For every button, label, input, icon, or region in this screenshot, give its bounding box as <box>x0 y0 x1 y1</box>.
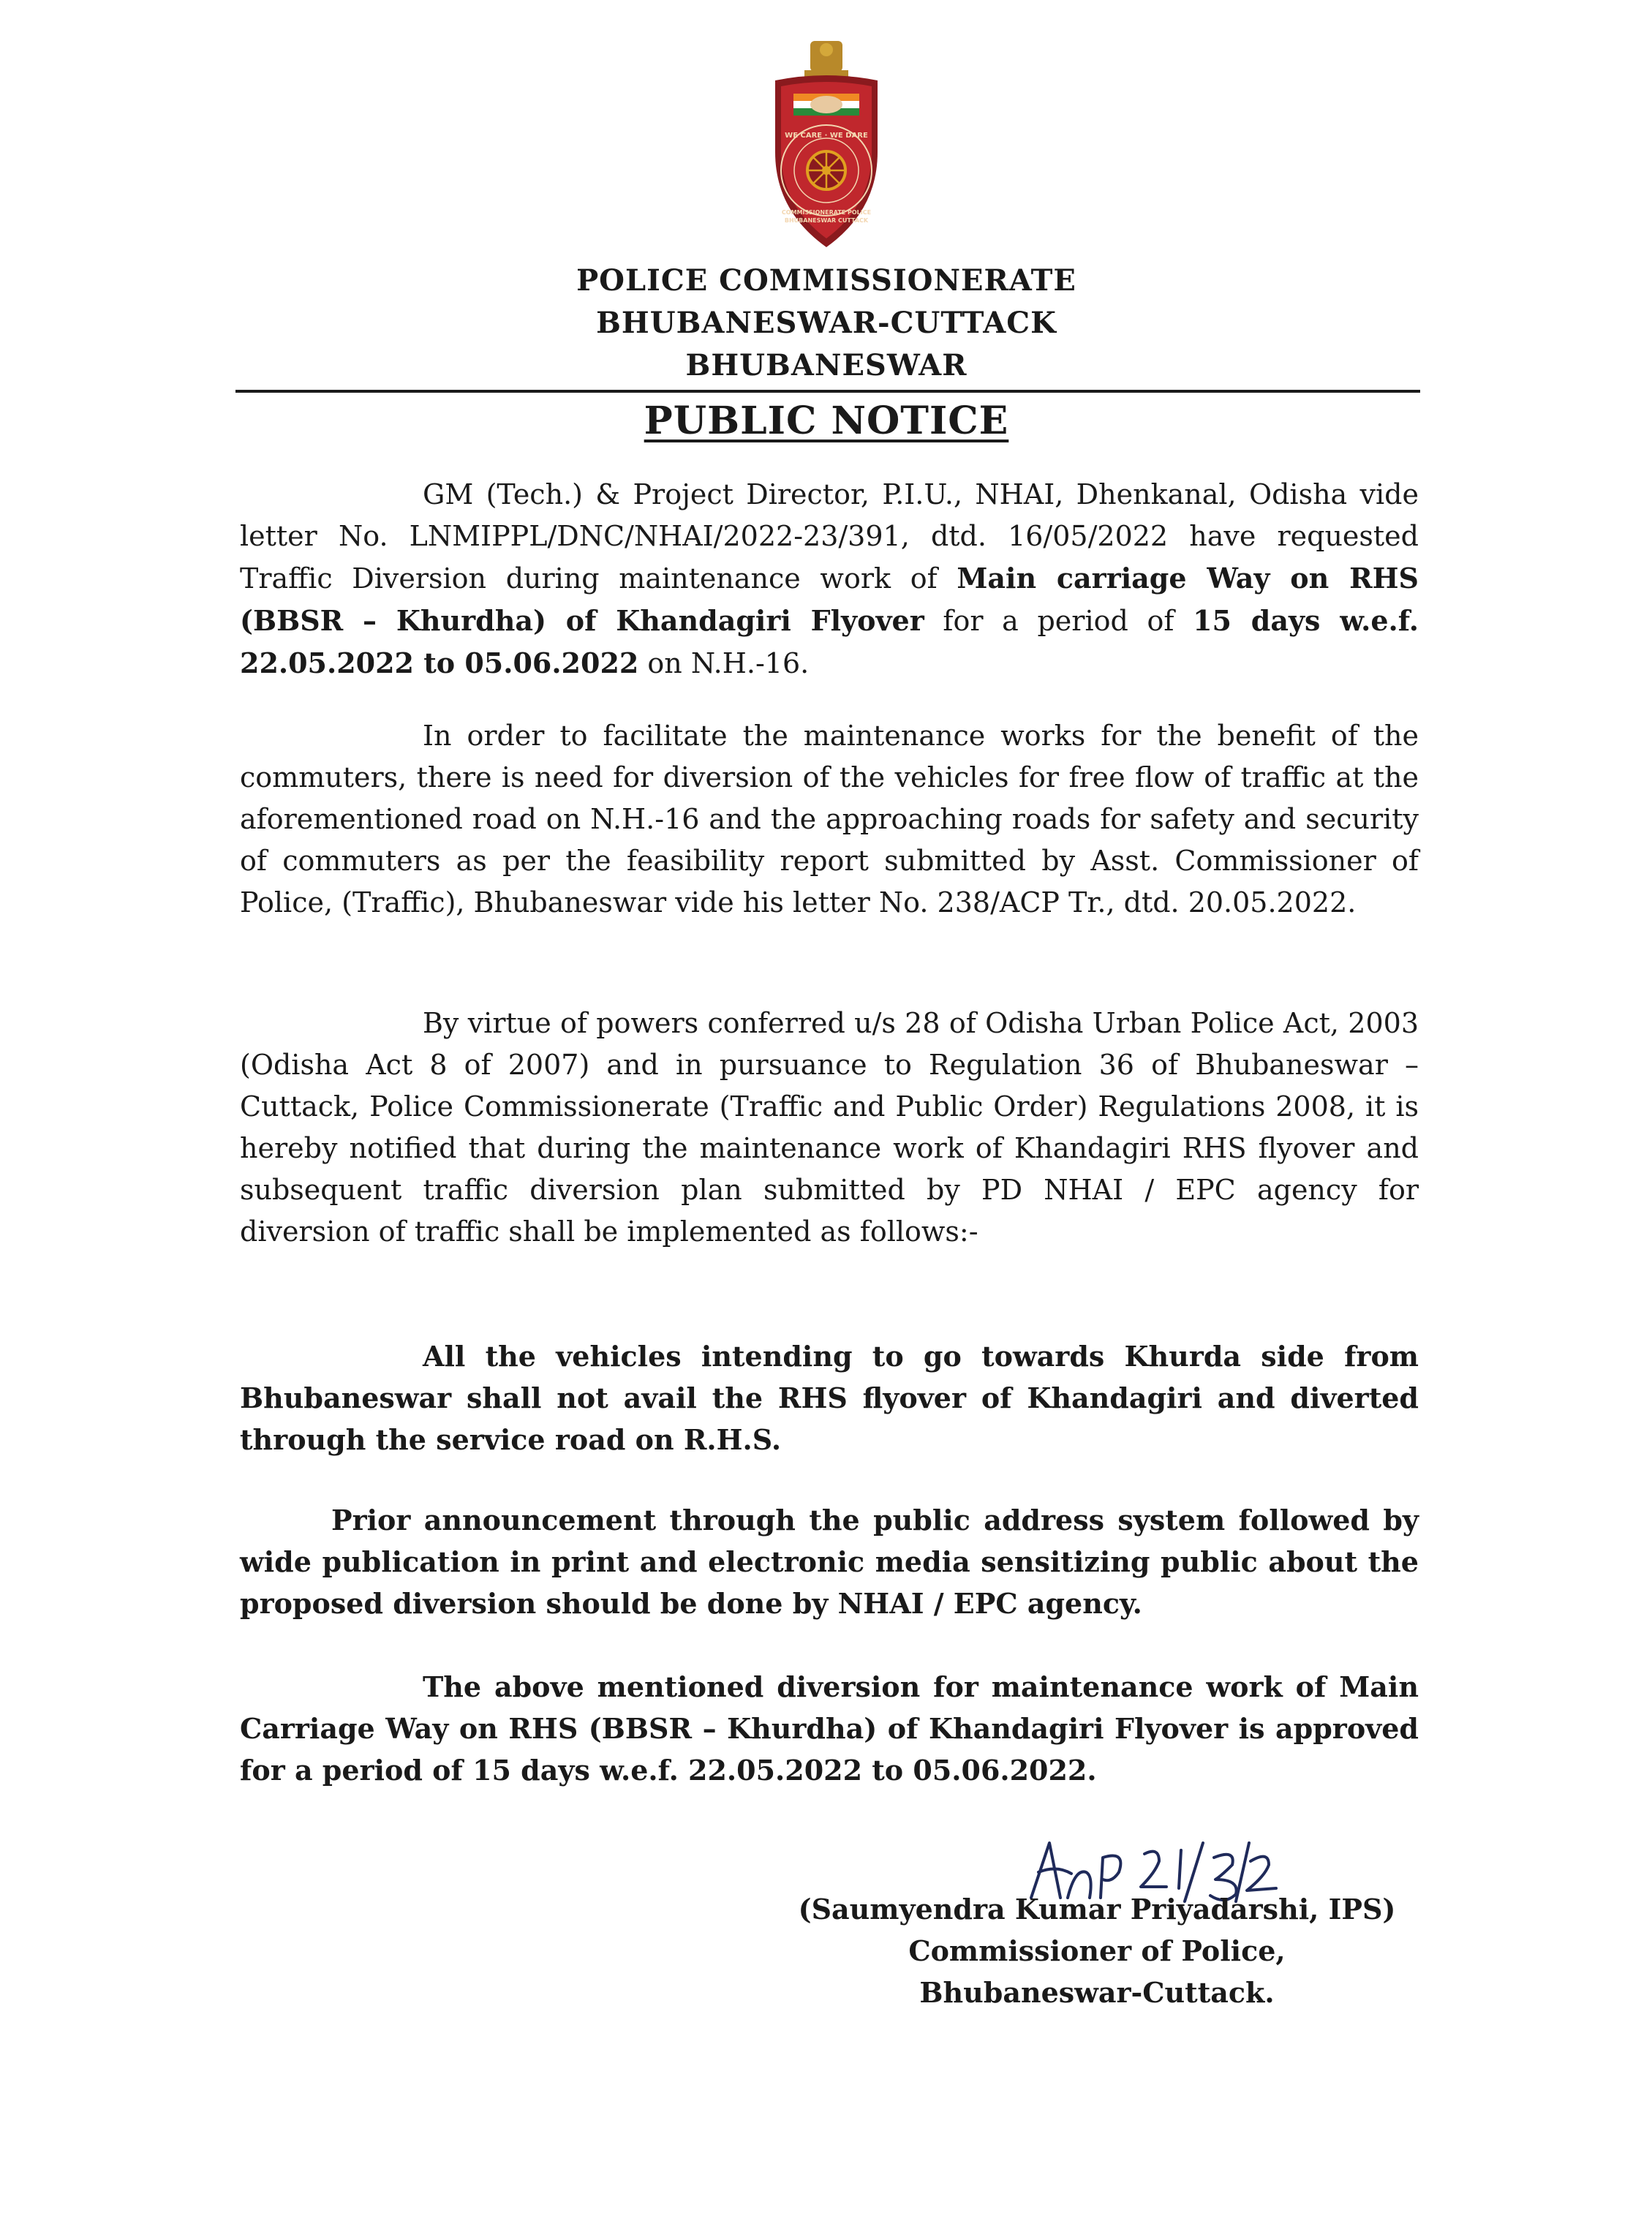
signatory-block <box>775 1888 1419 2013</box>
header-line-2: BHUBANESWAR-CUTTACK <box>596 306 1057 340</box>
para1-text-2: for a period of <box>924 605 1193 637</box>
svg-text:WE CARE · WE DARE: WE CARE · WE DARE <box>785 132 868 140</box>
paragraph-request <box>240 474 1419 685</box>
header-line-1: POLICE COMMISSIONERATE <box>576 263 1076 298</box>
paragraph-approval: The above mentioned diversion for maintenance work of Main Carriage Way on RHS (BBSR – Khurdha) of Khandagiri Flyover is approved for a period of 15 days w.e.f. 22.05.2022 to 05.06.2022. <box>240 1670 1419 1787</box>
notice-title: PUBLIC NOTICE <box>644 399 1009 443</box>
police-emblem-icon <box>753 35 899 254</box>
para1-text-1: GM (Tech.) & Project Director, P.I.U., NHAI, Dhenkanal, Odisha vide letter No. LNMIPPL/DNC/NHAI/2022-23/391, dtd. 16/05/2022 have requested Traffic Diversion during maintenance work of <box>240 478 1419 595</box>
header-line-3: BHUBANESWAR <box>685 348 968 382</box>
svg-text:COMMISSIONERATE POLICE: COMMISSIONERATE POLICE <box>781 209 872 216</box>
para1-bold-2: 15 days w.e.f. 22.05.2022 to 05.06.2022 <box>240 604 1419 679</box>
office-header <box>234 260 1419 387</box>
para1-text-3: on N.H.-16. <box>638 647 810 679</box>
signatory-name: (Saumyendra Kumar Priyadarshi, IPS) <box>798 1893 1396 1926</box>
svg-text:BHUBANESWAR CUTTACK: BHUBANESWAR CUTTACK <box>784 217 869 224</box>
signatory-designation: Commissioner of Police, <box>908 1934 1286 1967</box>
paragraph-authority: By virtue of powers conferred u/s 28 of Odisha Urban Police Act, 2003 (Odisha Act 8 of 2007) and in pursuance to Regulation 36 of Bhubaneswar – Cuttack, Police Commissionerate (Traffic and Public Order) Regulations 2008, it is hereby notified that during the maintenance work of Khandagiri RHS flyover and subsequent traffic diversion plan submitted by PD NHAI / EPC agency for diversion of traffic shall be implemented as follows:- <box>240 1007 1419 1248</box>
paragraph-diversion-order: All the vehicles intending to go towards Khurda side from Bhubaneswar shall not avail the RHS flyover of Khandagiri and diverted through the service road on R.H.S. <box>240 1340 1419 1456</box>
signatory-office: Bhubaneswar-Cuttack. <box>919 1976 1275 2009</box>
paragraph-announcement: Prior announcement through the public address system followed by wide publication in print and electronic media sensitizing public about the proposed diversion should be done by NHAI / EPC agency. <box>240 1504 1419 1620</box>
header-divider <box>235 390 1420 393</box>
paragraph-need: In order to facilitate the maintenance works for the benefit of the commuters, there is need for diversion of the vehicles for free flow of traffic at the aforementioned road on N.H.-16 and the approaching roads for safety and security of commuters as per the feasibility report submitted by Asst. Commissioner of Police, (Traffic), Bhubaneswar vide his letter No. 238/ACP Tr., dtd. 20.05.2022. <box>240 720 1419 919</box>
para1-bold-1: Main carriage Way on RHS (BBSR – Khurdha) of Khandagiri Flyover <box>240 562 1419 637</box>
